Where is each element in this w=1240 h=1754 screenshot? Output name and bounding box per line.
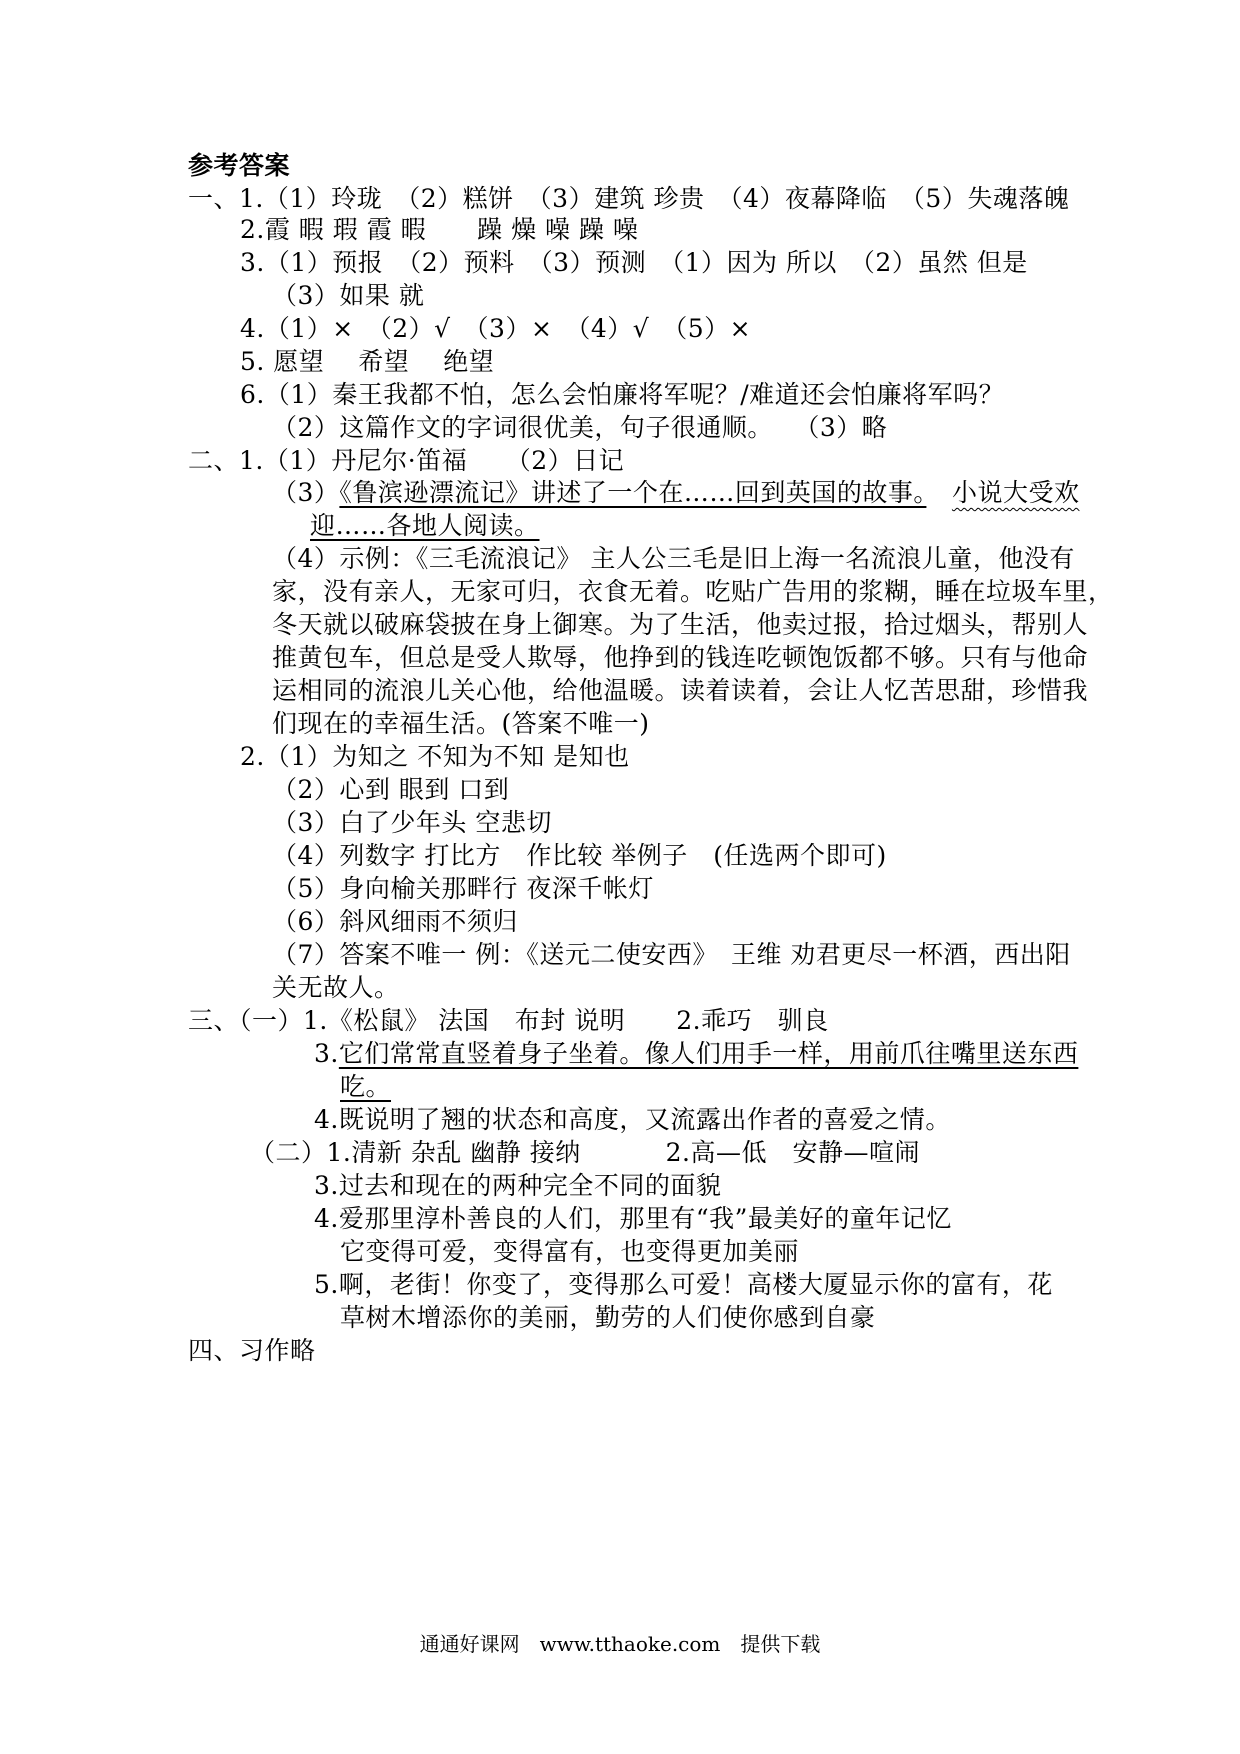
- section2-q1-4-line1: （4）示例：《三毛流浪记》 主人公三毛是旧上海一名流浪儿童，他没有: [272, 544, 1075, 573]
- item-prefix: （3）: [272, 478, 340, 507]
- footer-download-credit: 通通好课网 www.tthaoke.com 提供下载: [419, 1632, 821, 1656]
- section2-q1-4-line5: 运相同的流浪儿关心他，给他温暖。读着读着，会让人忆苦思甜，珍惜我: [272, 676, 1089, 705]
- section2-q1-4-line6: 们现在的幸福生活。(答案不唯一): [272, 709, 650, 738]
- section3-part2-q4-line1: 4.爱那里淳朴善良的人们，那里有“我”最美好的童年记忆: [314, 1204, 952, 1233]
- section3-part1-q3-line2: 吃。: [340, 1072, 392, 1101]
- page-title: 参考答案: [188, 151, 291, 180]
- section2-q2-1: 2.（1）为知之 不知为不知 是知也: [240, 742, 630, 771]
- wavy-underlined-answer: 小说大受欢: [951, 478, 1080, 507]
- section2-q2-7-line2: 关无故人。: [272, 973, 400, 1002]
- section2-q1-3-line1: [272, 477, 1079, 509]
- section1-q3-line1: 3.（1）预报 （2）预料 （3）预测 （1）因为 所以 （2）虽然 但是: [240, 248, 1028, 277]
- section2-q1-3-line2: 迎……各地人阅读。: [310, 511, 540, 540]
- section1-q6-line2: （2）这篇作文的字词很优美，句子很通顺。 （3）略: [272, 413, 888, 442]
- section2-q1-4-line2: 家，没有亲人，无家可归，衣食无着。吃贴广告用的浆糊，睡在垃圾车里，: [272, 577, 1114, 606]
- section3-part1-q4: 4.既说明了翘的状态和高度，又流露出作者的喜爱之情。: [314, 1105, 951, 1134]
- section4: 四、习作略: [188, 1336, 316, 1365]
- section1-q5: 5. 愿望 希望 绝望: [240, 347, 495, 376]
- section1-q3-line2: （3）如果 就: [272, 281, 425, 310]
- section1-q1: 一、1.（1）玲珑 （2）糕饼 （3）建筑 珍贵 （4）夜幕降临 （5）失魂落魄: [188, 184, 1070, 213]
- section3-part2-q5-line2: 草树木增添你的美丽，勤劳的人们使你感到自豪: [340, 1303, 876, 1332]
- section1-q2: 2.霞 暇 瑕 霞 暇 躁 燥 噪 躁 噪: [240, 215, 639, 244]
- section2-q1-4-line3: 冬天就以破麻袋披在身上御寒。为了生活，他卖过报，拾过烟头，帮别人: [272, 610, 1089, 639]
- section2-q2-3: （3）白了少年头 空悲切: [272, 808, 552, 837]
- section2-q2-5: （5）身向榆关那畔行 夜深千帐灯: [272, 874, 654, 903]
- section2-q1-4-line4: 推黄包车，但总是受人欺辱，他挣到的钱连吃顿饱饭都不够。只有与他命: [272, 643, 1089, 672]
- section1-q6-line1: 6.（1）秦王我都不怕，怎么会怕廉将军呢？/难道还会怕廉将军吗？: [240, 380, 1005, 409]
- item-number: 3.: [314, 1039, 339, 1068]
- section3-part2-q5-line1: 5.啊，老街！你变了，变得那么可爱！高楼大厦显示你的富有，花: [314, 1270, 1053, 1299]
- section2-q2-7-line1: （7）答案不唯一 例：《送元二使安西》 王维 劝君更尽一杯酒，西出阳: [272, 940, 1071, 969]
- section2-q1: 二、1.（1）丹尼尔·笛福 （2）日记: [188, 446, 625, 475]
- section2-q2-4: （4）列数字 打比方 作比较 举例子 (任选两个即可): [272, 841, 887, 870]
- section3-part1-q1: 三、（一）1.《松鼠》 法国 布封 说明 2.乖巧 驯良: [188, 1006, 829, 1035]
- section3-part2-q1: （二）1.清新 杂乱 幽静 接纳 2.高—低 安静—喧闹: [250, 1138, 920, 1167]
- section3-part2-q3: 3.过去和现在的两种完全不同的面貌: [314, 1171, 722, 1200]
- section3-part1-q3-line1: [314, 1038, 1078, 1070]
- underlined-answer: 《鲁滨逊漂流记》讲述了一个在……回到英国的故事。: [339, 478, 927, 507]
- section2-q2-2: （2）心到 眼到 口到: [272, 775, 510, 804]
- section2-q2-6: （6）斜风细雨不须归: [272, 907, 518, 936]
- underlined-answer: 它们常常直竖着身子坐着。像人们用手一样，用前爪往嘴里送东西: [338, 1039, 1079, 1068]
- section1-q4: 4.（1）× （2）√ （3）× （4）√ （5）×: [240, 314, 752, 343]
- section3-part2-q4-line2: 它变得可爱，变得富有，也变得更加美丽: [340, 1237, 800, 1266]
